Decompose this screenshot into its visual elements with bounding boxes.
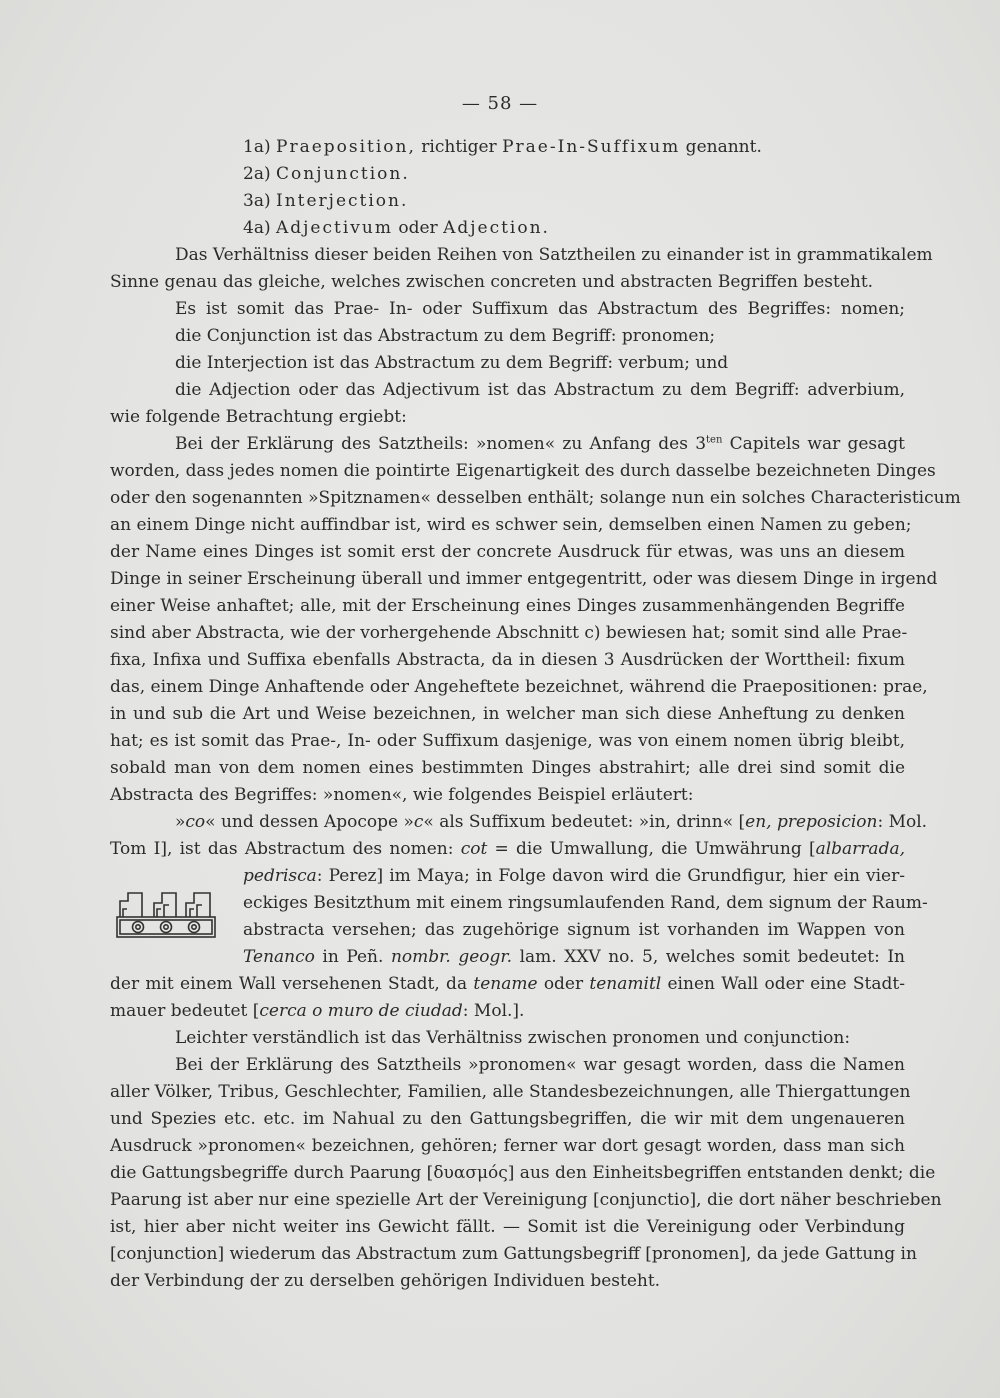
text-line: der Verbindung der zu derselben gehörigen Individuen besteht. (110, 1271, 661, 1291)
text-line: Bei der Erklärung des Satztheils »pronomen« war gesagt worden, dass die Namen (175, 1055, 905, 1075)
text-line: Bei der Erklärung des Satztheils: »nomen« zu Anfang des $3^{ten}$ Capitels war gesagt (175, 434, 905, 454)
text-line: worden, dass jedes nomen die pointirte Eigenartigkeit des durch dasselbe bezeichneten Dinges (110, 461, 936, 481)
text-line: der Name eines Dinges ist somit erst der concrete Ausdruck für etwas, was uns an diesem (110, 542, 905, 562)
text-line: pedrisca: Perez] im Maya; in Folge davon wird die Grundfigur, hier ein vier- (243, 866, 905, 886)
text-line: in und sub die Art und Weise bezeichnen, in welcher man sich diese Anheftung zu denken (110, 704, 905, 724)
text-line: das, einem Dinge Anhaftende oder Angeheftete bezeichnet, während die Praepositionen: prae, (110, 677, 928, 697)
text-line: der mit einem Wall versehenen Stadt, da tename oder tenamitl einen Wall oder eine Stadt- (110, 974, 905, 994)
text-line: die Adjection oder das Adjectivum ist das Abstractum zu dem Begriff: adverbium, (175, 380, 905, 400)
text-line: Ausdruck »pronomen« bezeichnen, gehören; ferner war dort gesagt worden, dass man sich (110, 1136, 905, 1156)
text-line: Leichter verständlich ist das Verhältniss zwischen pronomen und conjunction: (175, 1028, 851, 1048)
list-item: 4a) Adjectivum oder Adjection. (243, 218, 550, 238)
text-line: aller Völker, Tribus, Geschlechter, Familien, alle Standesbezeichnungen, alle Thiergattungen (110, 1082, 911, 1102)
text-line: und Spezies etc. etc. im Nahual zu den Gattungsbegriffen, die wir mit dem ungenaueren (110, 1109, 905, 1129)
text-line: abstracta versehen; das zugehörige signum ist vorhanden im Wappen von (243, 920, 905, 940)
text-line: mauer bedeutet [cerca o muro de ciudad: Mol.]. (110, 1001, 525, 1021)
text-line: Paarung ist aber nur eine spezielle Art der Vereinigung [conjunctio], die dort näher beschrieben (110, 1190, 942, 1210)
text-line: ist, hier aber nicht weiter ins Gewicht fällt. — Somit ist die Vereinigung oder Verbindung (110, 1217, 905, 1237)
text-line: Sinne genau das gleiche, welches zwischen concreten und abstracten Begriffen besteht. (110, 272, 874, 292)
text-line: die Gattungsbegriffe durch Paarung [δυασμός] aus den Einheitsbegriffen entstanden denkt; die (110, 1163, 936, 1183)
wall-glyph-figure (114, 889, 219, 941)
body-text (110, 134, 961, 1295)
list-item: 2a) Conjunction. (243, 164, 410, 184)
text-line: eckiges Besitzthum mit einem ringsumlaufenden Rand, dem signum der Raum- (243, 893, 928, 913)
text-line: einer Weise anhaftet; alle, mit der Erscheinung eines Dinges zusammenhängenden Begriffe (110, 596, 905, 616)
text-line: wie folgende Betrachtung ergiebt: (110, 407, 407, 427)
list-item: 1a) Praeposition, richtiger Prae-In-Suffixum genannt. (243, 137, 762, 157)
text-line: [conjunction] wiederum das Abstractum zum Gattungsbegriff [pronomen], da jede Gattung in (110, 1244, 917, 1264)
text-line: hat; es ist somit das Prae-, In- oder Suffixum dasjenige, was von einem nomen übrig bleibt, (110, 731, 905, 751)
text-line: die Conjunction ist das Abstractum zu dem Begriff: pronomen; (175, 326, 716, 346)
text-line: Tom I], ist das Abstractum des nomen: cot = die Umwallung, die Umwährung [albarrada, (110, 839, 905, 859)
text-line: an einem Dinge nicht auffindbar ist, wird es schwer sein, demselben einen Namen zu geben; (110, 515, 912, 535)
text-line: Dinge in seiner Erscheinung überall und immer entgegentritt, oder was diesem Dinge in irgend (110, 569, 938, 589)
text-line: fixa, Infixa und Suffixa ebenfalls Abstracta, da in diesen 3 Ausdrücken der Worttheil: fixum (110, 650, 905, 670)
text-line: Das Verhältniss dieser beiden Reihen von Satztheilen zu einander ist in grammatikalem (175, 245, 933, 265)
text-line: Abstracta des Begriffes: »nomen«, wie folgendes Beispiel erläutert: (110, 785, 694, 805)
text-line: oder den sogenannten »Spitznamen« desselben enthält; solange nun ein solches Characteristicum (110, 488, 961, 508)
text-line: Tenanco in Peñ. nombr. geogr. lam. XXV no. 5, welches somit bedeutet: In (243, 947, 906, 967)
list-item: 3a) Interjection. (243, 191, 409, 211)
text-line: sobald man von dem nomen eines bestimmten Dinges abstrahirt; alle drei sind somit die (110, 758, 905, 778)
text-line: Es ist somit das Prae- In- oder Suffixum das Abstractum des Begriffes: nomen; (175, 299, 905, 319)
text-line: die Interjection ist das Abstractum zu dem Begriff: verbum; und (175, 353, 729, 373)
text-line: sind aber Abstracta, wie der vorhergehende Abschnitt c) bewiesen hat; somit sind alle Prae- (110, 623, 908, 643)
text-line: »co« und dessen Apocope »c« als Suffixum bedeutet: »in, drinn« [en, preposicion: Mol. (175, 812, 928, 832)
page-number: — 58 — (461, 93, 539, 114)
